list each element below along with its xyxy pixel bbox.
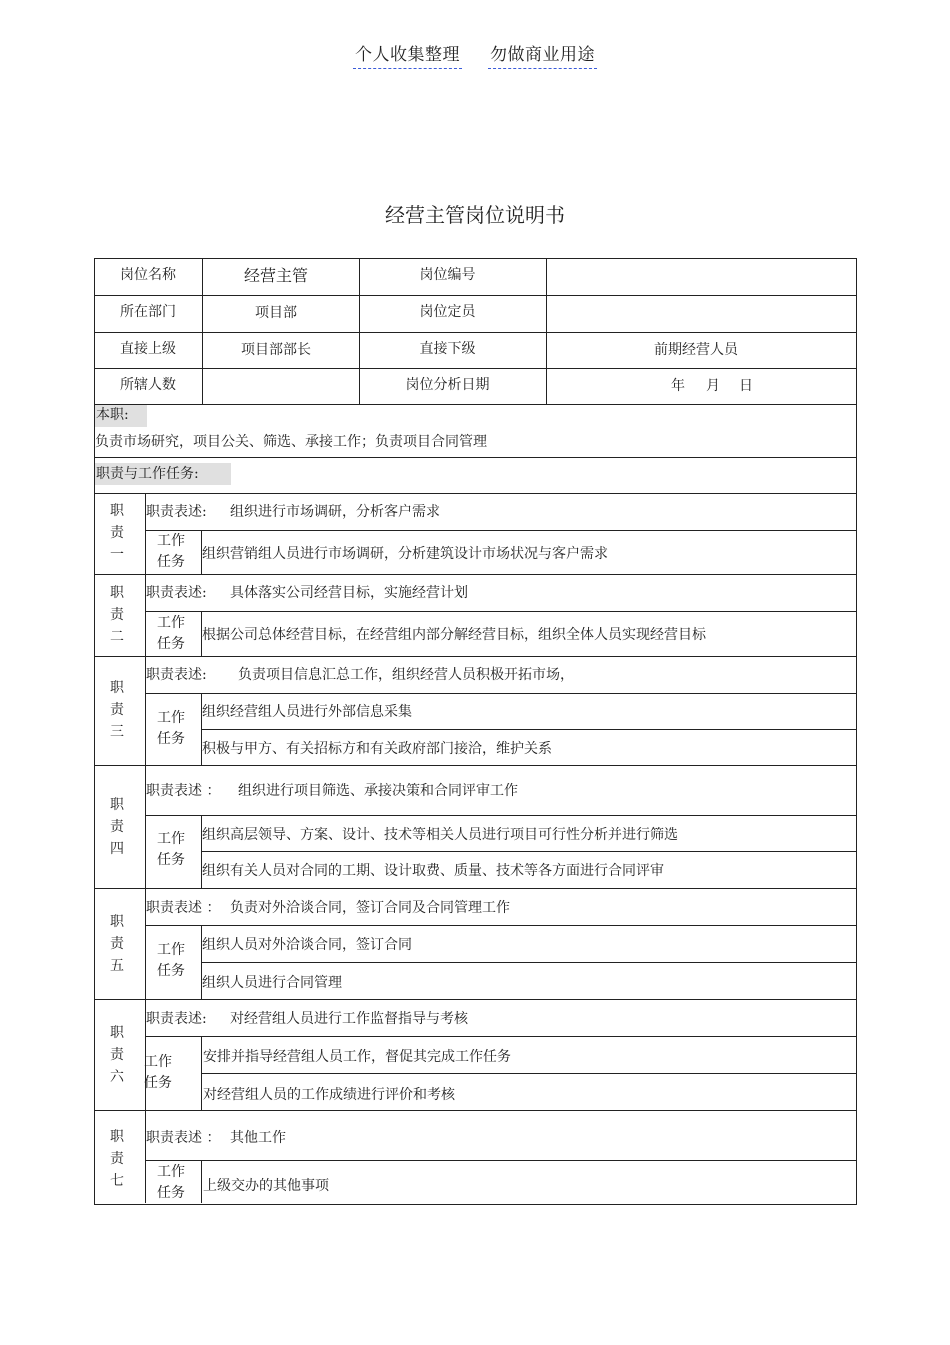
duty-3-task-2: 积极与甲方、有关招标方和有关政府部门接洽，维护关系 xyxy=(202,741,552,757)
date-year: 年 xyxy=(671,378,685,394)
duty-6-desc-label: 职责表述: xyxy=(146,1011,207,1027)
duty-2-task-1: 根据公司总体经营目标，在经营组内部分解经营目标，组织全体人员实现经营目标 xyxy=(202,627,706,643)
duty-2-index: 职 责 二 xyxy=(110,585,124,645)
duty-label: 本职: xyxy=(96,407,129,423)
duty-1-desc: 组织进行市场调研，分析客户需求 xyxy=(230,504,440,520)
duty-1-task-1: 组织营销组人员进行市场调研，分析建筑设计市场状况与客户需求 xyxy=(202,546,608,562)
subordinate-value: 前期经营人员 xyxy=(654,342,738,358)
staffing-label: 岗位定员 xyxy=(419,304,476,320)
superior-label: 直接上级 xyxy=(120,341,176,357)
analysis-date-label: 岗位分析日期 xyxy=(405,377,490,393)
duty-7-work-label: 工作 任务 xyxy=(157,1164,185,1201)
subordinate-label: 直接下级 xyxy=(419,341,476,357)
duty-5-task-1: 组织人员对外洽谈合同，签订合同 xyxy=(202,937,412,953)
duty-1-index: 职 责 一 xyxy=(110,503,124,563)
duty-7-desc: 其他工作 xyxy=(230,1130,286,1146)
duty-7-desc-label: 职责表述 ： xyxy=(146,1130,221,1146)
dept-value: 项目部 xyxy=(255,305,297,321)
document-title: 经营主管岗位说明书 xyxy=(385,203,565,227)
duty-4-desc: 组织进行项目筛选、承接决策和合同评审工作 xyxy=(238,783,518,799)
header-right-text: 勿做商业用途 xyxy=(488,40,597,69)
duty-5-index: 职 责 五 xyxy=(110,914,124,974)
duty-6-task-1: 安排并指导经营组人员工作，督促其完成工作任务 xyxy=(203,1049,511,1065)
date-month: 月 xyxy=(706,378,720,394)
duty-7-index: 职 责 七 xyxy=(110,1129,124,1189)
duty-3-task-1: 组织经营组人员进行外部信息采集 xyxy=(202,704,412,720)
duty-5-desc: 负责对外洽谈合同，签订合同及合同管理工作 xyxy=(230,900,510,916)
duty-5-work-label: 工作 任务 xyxy=(157,942,185,979)
duty-3-desc: 负责项目信息汇总工作，组织经营人员积极开拓市场， xyxy=(238,667,574,683)
duty-6-index: 职 责 六 xyxy=(110,1025,124,1085)
duty-1-desc-label: 职责表述: xyxy=(146,504,207,520)
duty-text: 负责市场研究，项目公关、筛选、承接工作；负责项目合同管理 xyxy=(95,434,487,450)
page-header xyxy=(0,40,950,69)
duty-7-task-1: 上级交办的其他事项 xyxy=(203,1178,329,1194)
post-name-label: 岗位名称 xyxy=(120,267,176,283)
duty-6-task-2: 对经营组人员的工作成绩进行评价和考核 xyxy=(203,1087,455,1103)
duty-2-work-label: 工作 任务 xyxy=(157,615,185,652)
post-no-label: 岗位编号 xyxy=(419,267,476,283)
post-name-value: 经营主管 xyxy=(243,266,308,285)
duty-4-task-1: 组织高层领导、方案、设计、技术等相关人员进行项目可行性分析并进行筛选 xyxy=(202,827,678,843)
duty-4-desc-label: 职责表述 ： xyxy=(146,783,221,799)
header-left-text: 个人收集整理 xyxy=(353,40,462,69)
duty-4-task-2: 组织有关人员对合同的工期、设计取费、质量、技术等各方面进行合同评审 xyxy=(202,863,664,879)
duty-2-desc: 具体落实公司经营目标，实施经营计划 xyxy=(230,585,468,601)
duty-3-work-label: 工作 任务 xyxy=(157,710,185,747)
duty-5-desc-label: 职责表述 ： xyxy=(146,900,221,916)
headcount-label: 所辖人数 xyxy=(120,377,176,393)
duty-5-task-2: 组织人员进行合同管理 xyxy=(202,975,342,991)
duty-6-desc: 对经营组人员进行工作监督指导与考核 xyxy=(230,1011,468,1027)
duty-3-desc-label: 职责表述: xyxy=(146,667,207,683)
duty-4-index: 职 责 四 xyxy=(110,797,124,857)
duty-2-desc-label: 职责表述: xyxy=(146,585,207,601)
duty-6-work-label: 工作 任务 xyxy=(144,1054,172,1091)
date-day: 日 xyxy=(739,378,753,394)
duty-3-index: 职 责 三 xyxy=(110,680,124,740)
dept-label: 所在部门 xyxy=(120,304,176,320)
duty-1-work-label: 工作 任务 xyxy=(157,533,185,570)
tasks-section-label: 职责与工作任务: xyxy=(96,466,199,482)
superior-value: 项目部部长 xyxy=(241,342,311,358)
duty-4-work-label: 工作 任务 xyxy=(157,831,185,868)
